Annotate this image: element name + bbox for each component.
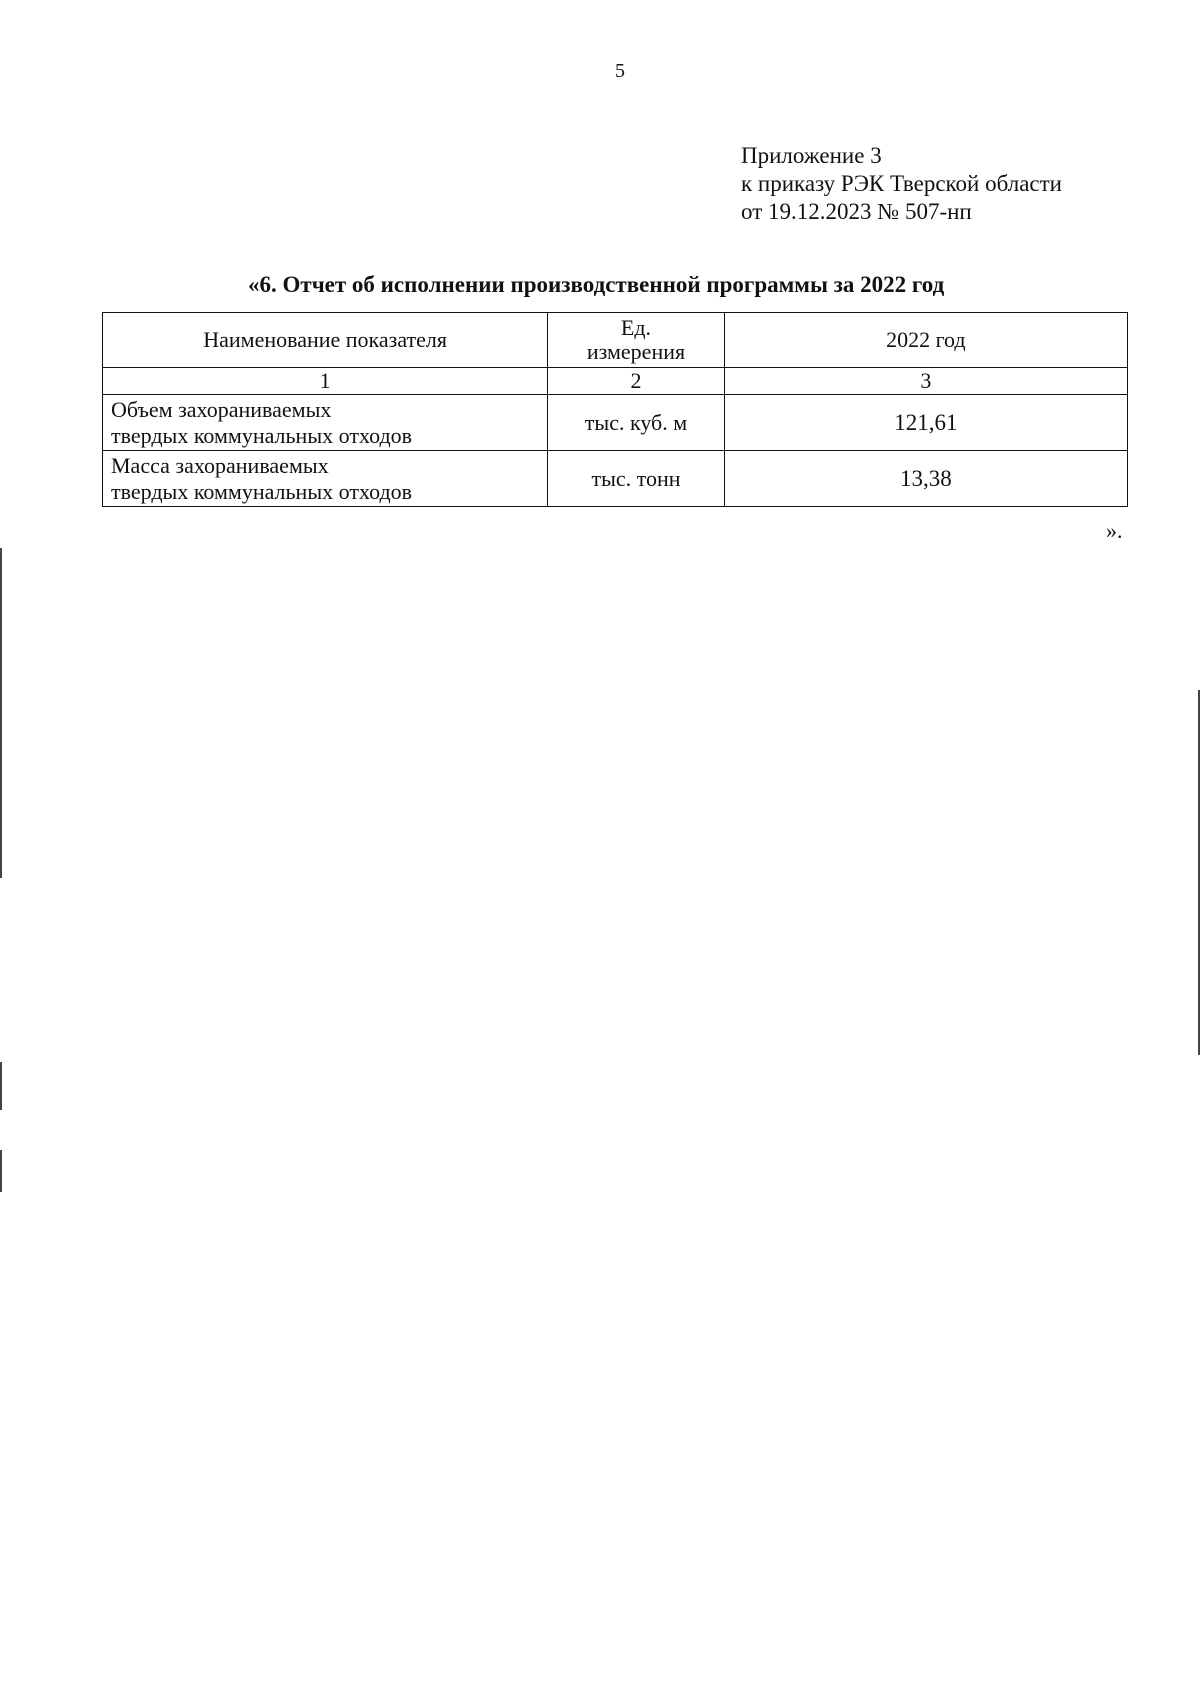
header-name: Наименование показателя bbox=[103, 313, 548, 368]
column-number-row bbox=[103, 368, 1128, 395]
closing-quote: ». bbox=[1106, 518, 1123, 543]
table-header-row bbox=[103, 313, 1128, 368]
table-row bbox=[103, 451, 1128, 507]
table-row bbox=[103, 395, 1128, 451]
document-title: «6. Отчет об исполнении производственной программы за 2022 год bbox=[248, 272, 945, 297]
row-name-line-2: твердых коммунальных отходов bbox=[111, 478, 413, 504]
row-name-line-1: Масса захораниваемых bbox=[111, 452, 329, 478]
row-unit: тыс. тонн bbox=[548, 451, 724, 507]
report-table bbox=[102, 312, 1128, 507]
annex-header bbox=[741, 142, 1062, 226]
header-unit-line-1: Ед. bbox=[620, 315, 652, 340]
header-unit-line-2: измерения bbox=[586, 339, 686, 364]
header-unit bbox=[548, 313, 724, 368]
row-name bbox=[103, 451, 548, 507]
row-value: 13,38 bbox=[724, 451, 1127, 507]
column-number-1: 1 bbox=[103, 368, 548, 395]
annex-line-3: от 19.12.2023 № 507-нп bbox=[741, 199, 972, 224]
annex-line-1: Приложение 3 bbox=[741, 143, 882, 168]
header-year: 2022 год bbox=[724, 313, 1127, 368]
row-name-line-2: твердых коммунальных отходов bbox=[111, 422, 413, 448]
column-number-2: 2 bbox=[548, 368, 724, 395]
scan-edge-mark-left-1 bbox=[0, 548, 2, 878]
scan-edge-mark-left-2 bbox=[0, 1062, 2, 1110]
row-unit: тыс. куб. м bbox=[548, 395, 724, 451]
annex-line-2: к приказу РЭК Тверской области bbox=[741, 171, 1062, 196]
column-number-3: 3 bbox=[724, 368, 1127, 395]
row-value: 121,61 bbox=[724, 395, 1127, 451]
page-number: 5 bbox=[615, 60, 625, 82]
row-name bbox=[103, 395, 548, 451]
row-name-line-1: Объем захораниваемых bbox=[111, 396, 332, 422]
scan-edge-mark-left-3 bbox=[0, 1150, 2, 1192]
